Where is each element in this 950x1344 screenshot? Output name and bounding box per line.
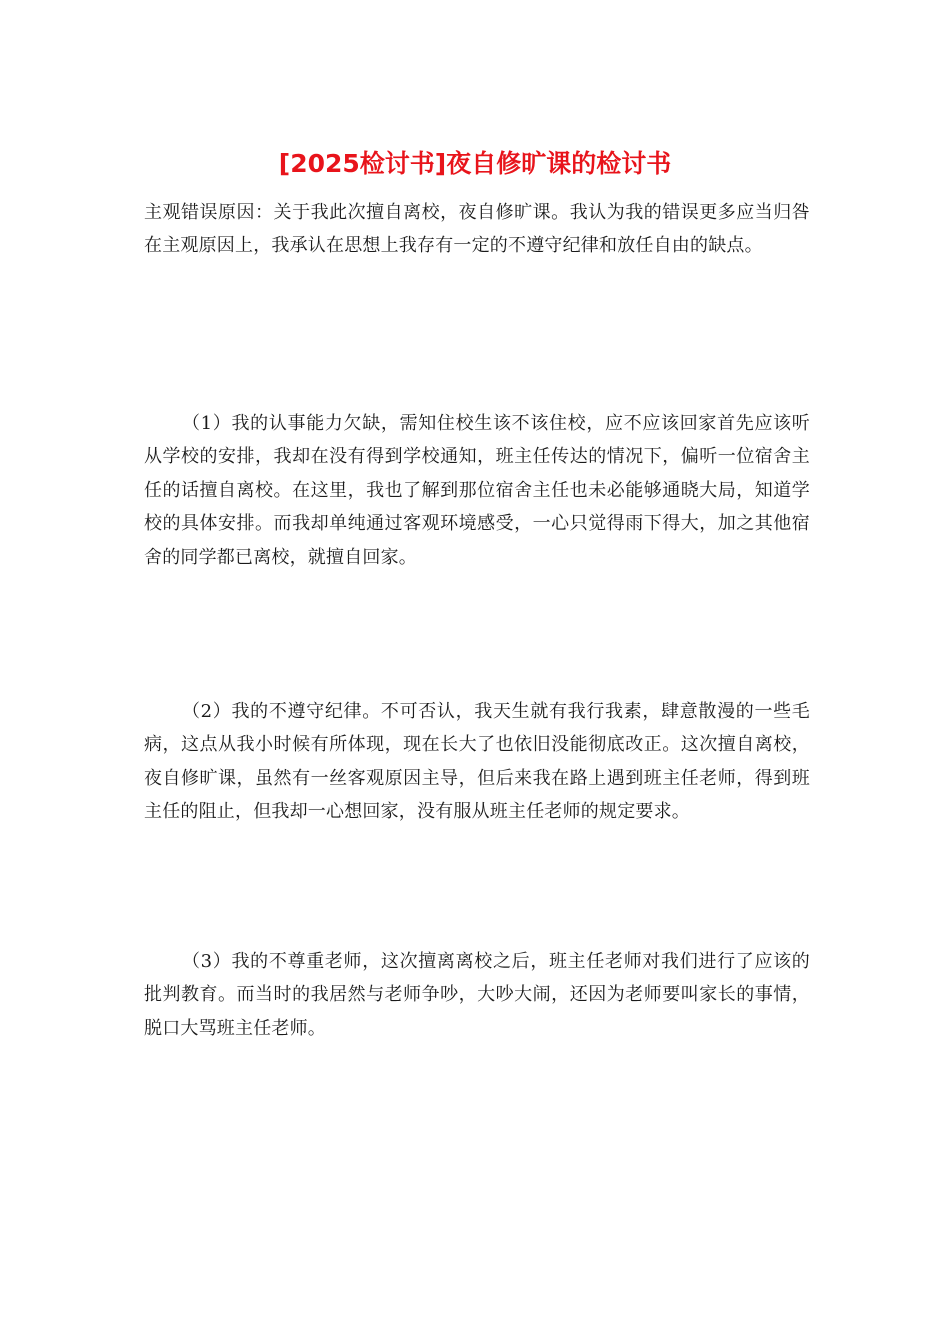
paragraph-point-1: （1）我的认事能力欠缺，需知住校生该不该住校，应不应该回家首先应该听从学校的安排，我却在没有得到学校通知，班主任传达的情况下，偏听一位宿舍主任的话擅自离校。在这里，我也了解到那位宿舍主任也未必能够通晓大局，知道学校的具体安排。而我却单纯通过客观环境感受，一心只觉得雨下得大，加之其他宿舍的同学都已离校，就擅自回家。 bbox=[144, 413, 810, 568]
paragraph-intro: 主观错误原因：关于我此次擅自离校，夜自修旷课。我认为我的错误更多应当归咎在主观原因上，我承认在思想上我存有一定的不遵守纪律和放任自由的缺点。 bbox=[144, 202, 810, 257]
paragraph-point-3: （3）我的不尊重老师，这次擅离离校之后，班主任老师对我们进行了应该的批判教育。而当时的我居然与老师争吵，大吵大闹，还因为老师要叫家长的事情，脱口大骂班主任老师。 bbox=[144, 951, 810, 1039]
document-title: [2025检讨书]夜自修旷课的检讨书 bbox=[278, 149, 672, 178]
paragraph-point-2: （2）我的不遵守纪律。不可否认，我天生就有我行我素，肆意散漫的一些毛病，这点从我小时候有所体现，现在长大了也依旧没能彻底改正。这次擅自离校，夜自修旷课，虽然有一丝客观原因主导，但后来我在路上遇到班主任老师，得到班主任的阻止，但我却一心想回家，没有服从班主任老师的规定要求。 bbox=[144, 701, 810, 823]
